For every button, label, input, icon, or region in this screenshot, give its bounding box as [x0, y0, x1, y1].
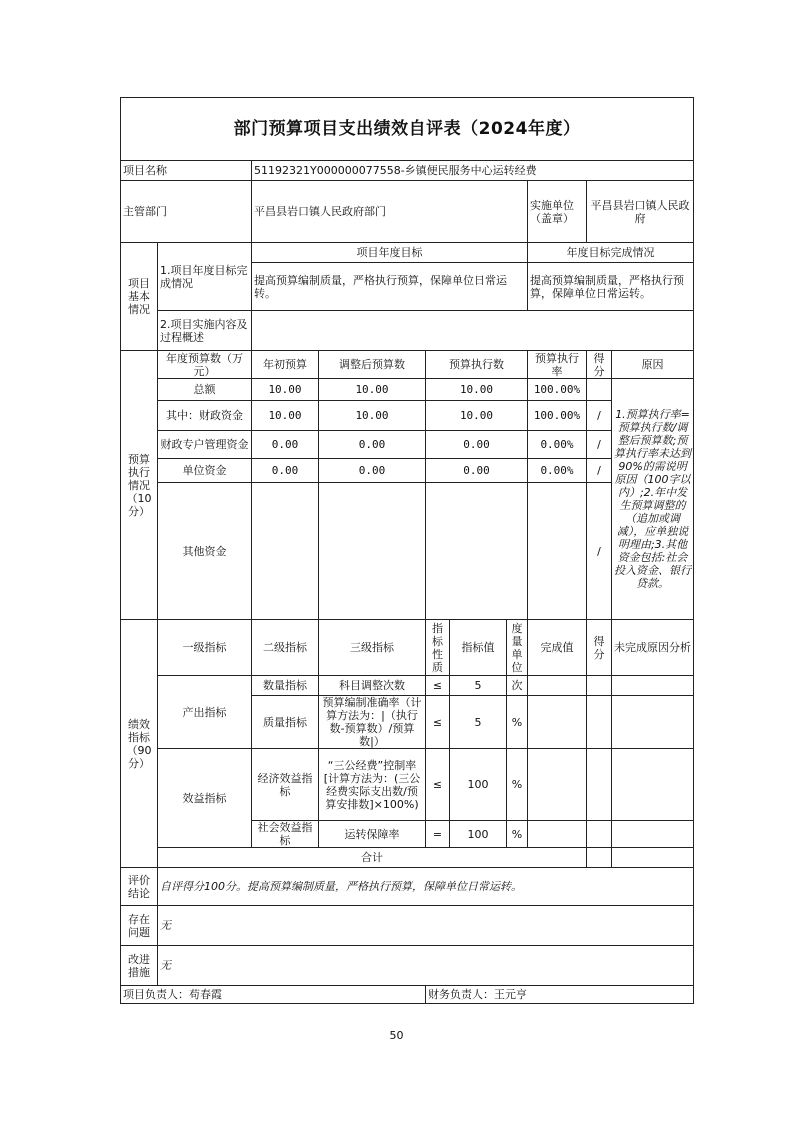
perf-effect-label: 效益指标: [158, 749, 252, 848]
budget-exec-header: 预算执行数: [426, 351, 528, 379]
perf-nature: ≤: [426, 696, 450, 749]
budget-initial-header: 年初预算: [252, 351, 319, 379]
perf-l2: 经济效益指标: [252, 749, 319, 821]
budget-other-score: /: [587, 483, 612, 620]
goal-done-text: 提高预算编制质量，严格执行预算，保障单位日常运转。: [528, 263, 694, 311]
goal-header: 项目年度目标: [252, 243, 528, 263]
page-title: 部门预算项目支出绩效自评表（2024年度）: [121, 98, 694, 161]
perf-l3: 预算编制准确率（计算方法为：|（执行数-预算数）/预算数|）: [319, 696, 426, 749]
impl: 平昌县岩口镇人民政府: [587, 181, 694, 243]
goal-done-header: 年度目标完成情况: [528, 243, 694, 263]
budget-row-label: 单位资金: [158, 459, 252, 483]
perf-unit: %: [507, 696, 528, 749]
dept-label: 主管部门: [121, 181, 252, 243]
issue-label: 存在问题: [121, 906, 158, 946]
project-name-label: 项目名称: [121, 161, 252, 181]
budget-row: [121, 379, 694, 401]
budget-score: [587, 379, 612, 401]
dept: 平昌县岩口镇人民政府部门: [252, 181, 528, 243]
budget-score: /: [587, 401, 612, 431]
budget-initial: 10.00: [252, 401, 319, 431]
budget-adjusted: 0.00: [319, 459, 426, 483]
perf-nature: ≤: [426, 749, 450, 821]
perf-value: 5: [450, 676, 507, 696]
perf-section-label: 绩效指标（90分）: [121, 620, 158, 868]
perf-reason-header: 未完成原因分析: [612, 620, 694, 676]
measure-text: 无: [158, 946, 694, 986]
budget-adjusted-header: 调整后预算数: [319, 351, 426, 379]
perf-nature-header: 指标性质: [426, 620, 450, 676]
perf-row: [121, 749, 694, 821]
budget-score: /: [587, 431, 612, 459]
budget-exec: 0.00: [426, 459, 528, 483]
perf-unit-header: 度量单位: [507, 620, 528, 676]
budget-other-label: 其他资金: [158, 483, 252, 620]
budget-exec: 0.00: [426, 431, 528, 459]
perf-output-label: 产出指标: [158, 676, 252, 749]
budget-rate-header: 预算执行率: [528, 351, 587, 379]
perf-l3: 科目调整次数: [319, 676, 426, 696]
perf-nature: ≤: [426, 676, 450, 696]
perf-row: [121, 676, 694, 696]
perf-l3: 运转保障率: [319, 821, 426, 848]
page-number: 50: [389, 1029, 404, 1042]
budget-adjusted: 0.00: [319, 431, 426, 459]
budget-exec: 10.00: [426, 379, 528, 401]
perf-value: 100: [450, 821, 507, 848]
budget-section-label: 预算执行情况（10分）: [121, 351, 158, 620]
budget-reason: 1.预算执行率=预算执行数/调整后预算数;预算执行率未达到90%的需说明原因（100字以内）;2.年中发生预算调整的（追加或调减），应单独说明理由;3.其他资金包括:社会投入资金、银行贷款。: [612, 379, 694, 620]
budget-initial: 0.00: [252, 459, 319, 483]
basic-label: 项目基本情况: [121, 243, 158, 351]
budget-initial: 10.00: [252, 379, 319, 401]
issue-text: 无: [158, 906, 694, 946]
budget-rate: 0.00%: [528, 459, 587, 483]
budget-row-label: 总额: [158, 379, 252, 401]
budget-initial: 0.00: [252, 431, 319, 459]
perf-l3: “三公经费”控制率[计算方法为：(三公经费实际支出数/预算安排数]×100%): [319, 749, 426, 821]
finance-leader: [426, 986, 694, 1004]
goal-text: 提高预算编制质量，严格执行预算，保障单位日常运转。: [252, 263, 528, 311]
budget-score: /: [587, 459, 612, 483]
budget-adjusted: 10.00: [319, 401, 426, 431]
perf-l2-header: 二级指标: [252, 620, 319, 676]
measure-label: 改进措施: [121, 946, 158, 986]
budget-row: [121, 431, 694, 459]
perf-done-header: 完成值: [528, 620, 587, 676]
process-content: [252, 311, 694, 351]
perf-nature: =: [426, 821, 450, 848]
leader-label: 项目负责人：: [123, 988, 189, 1001]
budget-row: [121, 401, 694, 431]
project-name: 51192321Y000000077558-乡镇便民服务中心运转经费: [252, 161, 694, 181]
perf-score-header: 得分: [587, 620, 612, 676]
perf-value: 5: [450, 696, 507, 749]
perf-value-header: 指标值: [450, 620, 507, 676]
budget-exec: 10.00: [426, 401, 528, 431]
perf-l2: 数量指标: [252, 676, 319, 696]
budget-rate: 100.00%: [528, 379, 587, 401]
total-score: [587, 848, 612, 868]
total-label: 合计: [158, 848, 587, 868]
perf-l1-header: 一级指标: [158, 620, 252, 676]
eval-label: 评价结论: [121, 868, 158, 906]
project-leader: [121, 986, 426, 1004]
perf-l3-header: 三级指标: [319, 620, 426, 676]
perf-unit: %: [507, 749, 528, 821]
perf-l2: 质量指标: [252, 696, 319, 749]
finance-name: 王元亨: [494, 988, 527, 1001]
goal-label: 1.项目年度目标完成情况: [158, 243, 252, 311]
finance-label: 财务负责人：: [428, 988, 494, 1001]
perf-unit: 次: [507, 676, 528, 696]
budget-rate: 0.00%: [528, 431, 587, 459]
perf-l2: 社会效益指标: [252, 821, 319, 848]
impl-label: 实施单位（盖章）: [528, 181, 587, 243]
budget-adjusted: 10.00: [319, 379, 426, 401]
budget-score-header: 得分: [587, 351, 612, 379]
perf-value: 100: [450, 749, 507, 821]
perf-unit: %: [507, 821, 528, 848]
leader-name: 苟春霞: [189, 988, 222, 1001]
budget-row: [121, 483, 694, 620]
process-label: 2.项目实施内容及过程概述: [158, 311, 252, 351]
performance-table: [120, 97, 694, 1004]
budget-row-label: 财政专户管理资金: [158, 431, 252, 459]
budget-rate: 100.00%: [528, 401, 587, 431]
budget-reason-header: 原因: [612, 351, 694, 379]
eval-text: 自评得分100分。提高预算编制质量，严格执行预算，保障单位日常运转。: [158, 868, 694, 906]
budget-row-label: 其中：财政资金: [158, 401, 252, 431]
budget-row: [121, 459, 694, 483]
budget-amount-header: 年度预算数（万元）: [158, 351, 252, 379]
